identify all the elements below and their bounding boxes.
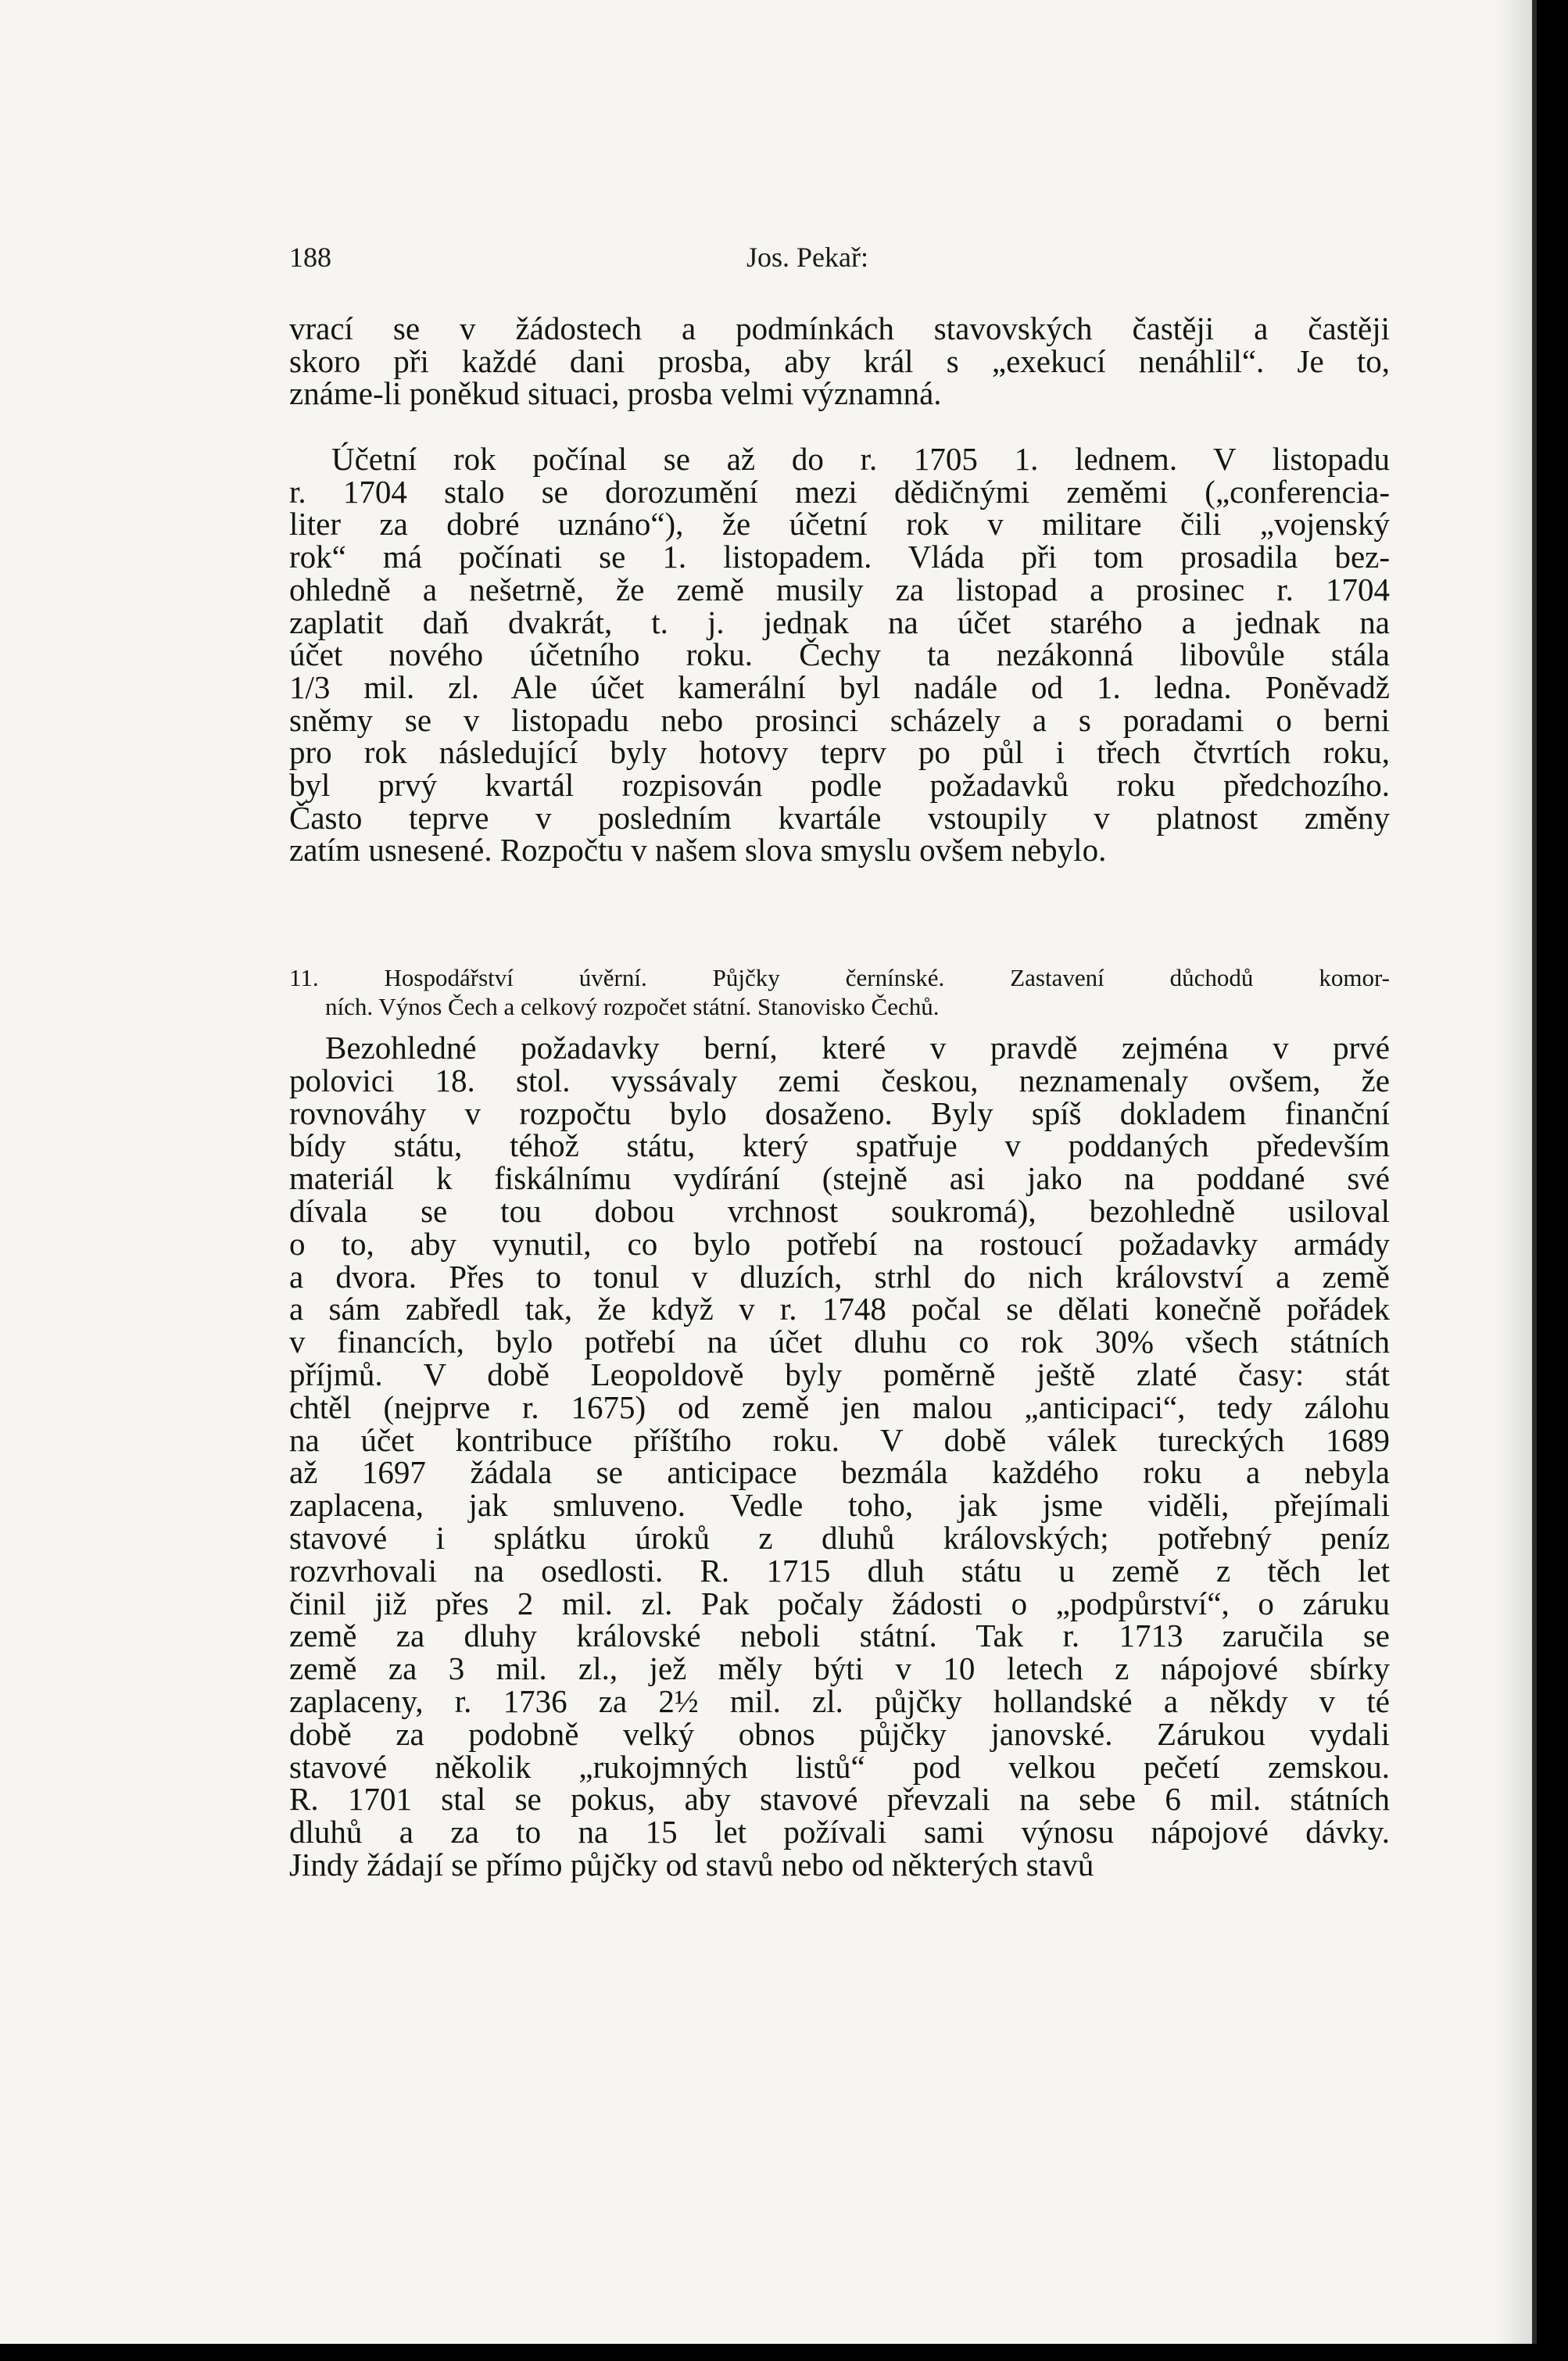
- page-edge-shadow: [1497, 0, 1532, 2344]
- text-line: zatím usnesené. Rozpočtu v našem slova smyslu ovšem nebylo.: [289, 832, 1107, 869]
- section-heading-line: ních. Výnos Čech a celkový rozpočet státní. Stanovisko Čechů.: [325, 993, 940, 1020]
- text-line: ohledně a nešetrně, že země musily za listopad a prosinec r. 1704: [289, 571, 1390, 607]
- text-line: na účet kontribuce příštího roku. V době válek tureckých 1689: [289, 1421, 1390, 1458]
- text-line: a dvora. Přes to tonul v dluzích, strhl do nich království a země: [289, 1258, 1390, 1295]
- text-line: příjmů. V době Leopoldově byly poměrně ještě zlaté časy: stát: [289, 1356, 1390, 1392]
- text-line: rovnováhy v rozpočtu bylo dosaženo. Byly spíš dokladem finanční: [289, 1095, 1390, 1131]
- text-line: sněmy se v listopadu nebo prosinci scházely a s poradami o berni: [289, 701, 1390, 738]
- text-line: země za 3 mil. zl., jež měly býti v 10 letech z nápojové sbírky: [289, 1650, 1390, 1687]
- text-line: Jindy žádají se přímo půjčky od stavů nebo od některých stavů: [289, 1846, 1094, 1883]
- text-line: zaplaceny, r. 1736 za 2½ mil. zl. půjčky hollandské a někdy v té: [289, 1682, 1390, 1719]
- text-line: o to, aby vynutil, co bylo potřebí na rostoucí požadavky armády: [289, 1225, 1390, 1262]
- text-line: R. 1701 stal se pokus, aby stavové převzali na sebe 6 mil. státních: [289, 1781, 1390, 1818]
- text-line: materiál k fiskálnímu vydírání (stejně asi jako na poddané své: [289, 1160, 1390, 1197]
- text-line: Bezohledné požadavky berní, které v pravdě zejména v prvé: [325, 1030, 1390, 1066]
- text-line: dívala se tou dobou vrchnost soukromá), bezohledně usiloval: [289, 1192, 1390, 1229]
- text-line: zaplacena, jak smluveno. Vedle toho, jak jsme viděli, přejímali: [289, 1487, 1390, 1524]
- section-heading: [289, 963, 1390, 1021]
- text-line: době za podobně velký obnos půjčky janovské. Zárukou vydali: [289, 1715, 1390, 1752]
- text-line: bídy státu, téhož státu, který spatřuje v poddaných především: [289, 1127, 1390, 1164]
- text-line: vrací se v žádostech a podmínkách stavovských častěji a častěji: [289, 310, 1390, 346]
- text-line: stavové několik „rukojmných listů“ pod velkou pečetí zemskou.: [289, 1748, 1390, 1785]
- text-line: a sám zabředl tak, že když v r. 1748 počal se dělati konečně pořádek: [289, 1291, 1390, 1327]
- text-line: chtěl (nejprve r. 1675) od země jen malou „anticipaci“, tedy zálohu: [289, 1388, 1390, 1425]
- page-header: [289, 241, 1384, 283]
- paragraph-intro: [289, 310, 1390, 412]
- text-line: stavové i splátku úroků z dluhů královských; potřebný peníz: [289, 1519, 1390, 1556]
- paragraph-credit-economy: [289, 1032, 1390, 1882]
- page-number: 188: [289, 242, 331, 273]
- text-line: dluhů a za to na 15 let požívali sami výnosu nápojové dávky.: [289, 1814, 1390, 1850]
- text-line: skoro při každé dani prosba, aby král s „exekucí nenáhlil“. Je to,: [289, 342, 1390, 379]
- text-line: polovici 18. stol. vyssávaly zemi českou, neznamenaly ovšem, že: [289, 1062, 1390, 1098]
- text-line: činil již přes 2 mil. zl. Pak počaly žádosti o „podpůrství“, o záruku: [289, 1585, 1390, 1621]
- text-line: země za dluhy královské neboli státní. Tak r. 1713 zaručila se: [289, 1618, 1390, 1654]
- text-line: r. 1704 stalo se dorozumění mezi dědičnými zeměmi („conferencia-: [289, 473, 1390, 510]
- text-line: rozvrhovali na osedlosti. R. 1715 dluh státu u země z těch let: [289, 1552, 1390, 1589]
- text-line: účet nového účetního roku. Čechy ta nezákonná libovůle stála: [289, 636, 1390, 673]
- text-line: liter za dobré uznáno“), že účetní rok v militare čili „vojenský: [289, 506, 1390, 543]
- running-head: Jos. Pekař:: [746, 242, 868, 273]
- text-line: 1/3 mil. zl. Ale účet kamerální byl nadále od 1. ledna. Poněvadž: [289, 668, 1390, 705]
- section-heading-line: 11. Hospodářství úvěrní. Půjčky černínské. Zastavení důchodů komor-: [289, 964, 1390, 991]
- text-line: rok“ má počínati se 1. listopadem. Vláda při tom prosadila bez-: [289, 539, 1390, 575]
- text-line: pro rok následující byly hotovy teprv po půl i třech čtvrtích roku,: [289, 734, 1390, 771]
- text-line: Účetní rok počínal se až do r. 1705 1. lednem. V listopadu: [331, 441, 1390, 477]
- text-line: až 1697 žádala se anticipace bezmála každého roku a nebyla: [289, 1454, 1390, 1491]
- text-line: zaplatit daň dvakrát, t. j. jednak na účet starého a jednak na: [289, 604, 1390, 640]
- text-line: známe-li poněkud situaci, prosba velmi významná.: [289, 375, 942, 412]
- text-line: v financích, bylo potřebí na účet dluhu co rok 30% všech státních: [289, 1324, 1390, 1360]
- text-line: byl prvý kvartál rozpisován podle požadavků roku předchozího.: [289, 767, 1390, 804]
- text-line: Často teprve v posledním kvartále vstoupily v platnost změny: [289, 799, 1390, 836]
- paragraph-fiscal-year: [289, 443, 1390, 867]
